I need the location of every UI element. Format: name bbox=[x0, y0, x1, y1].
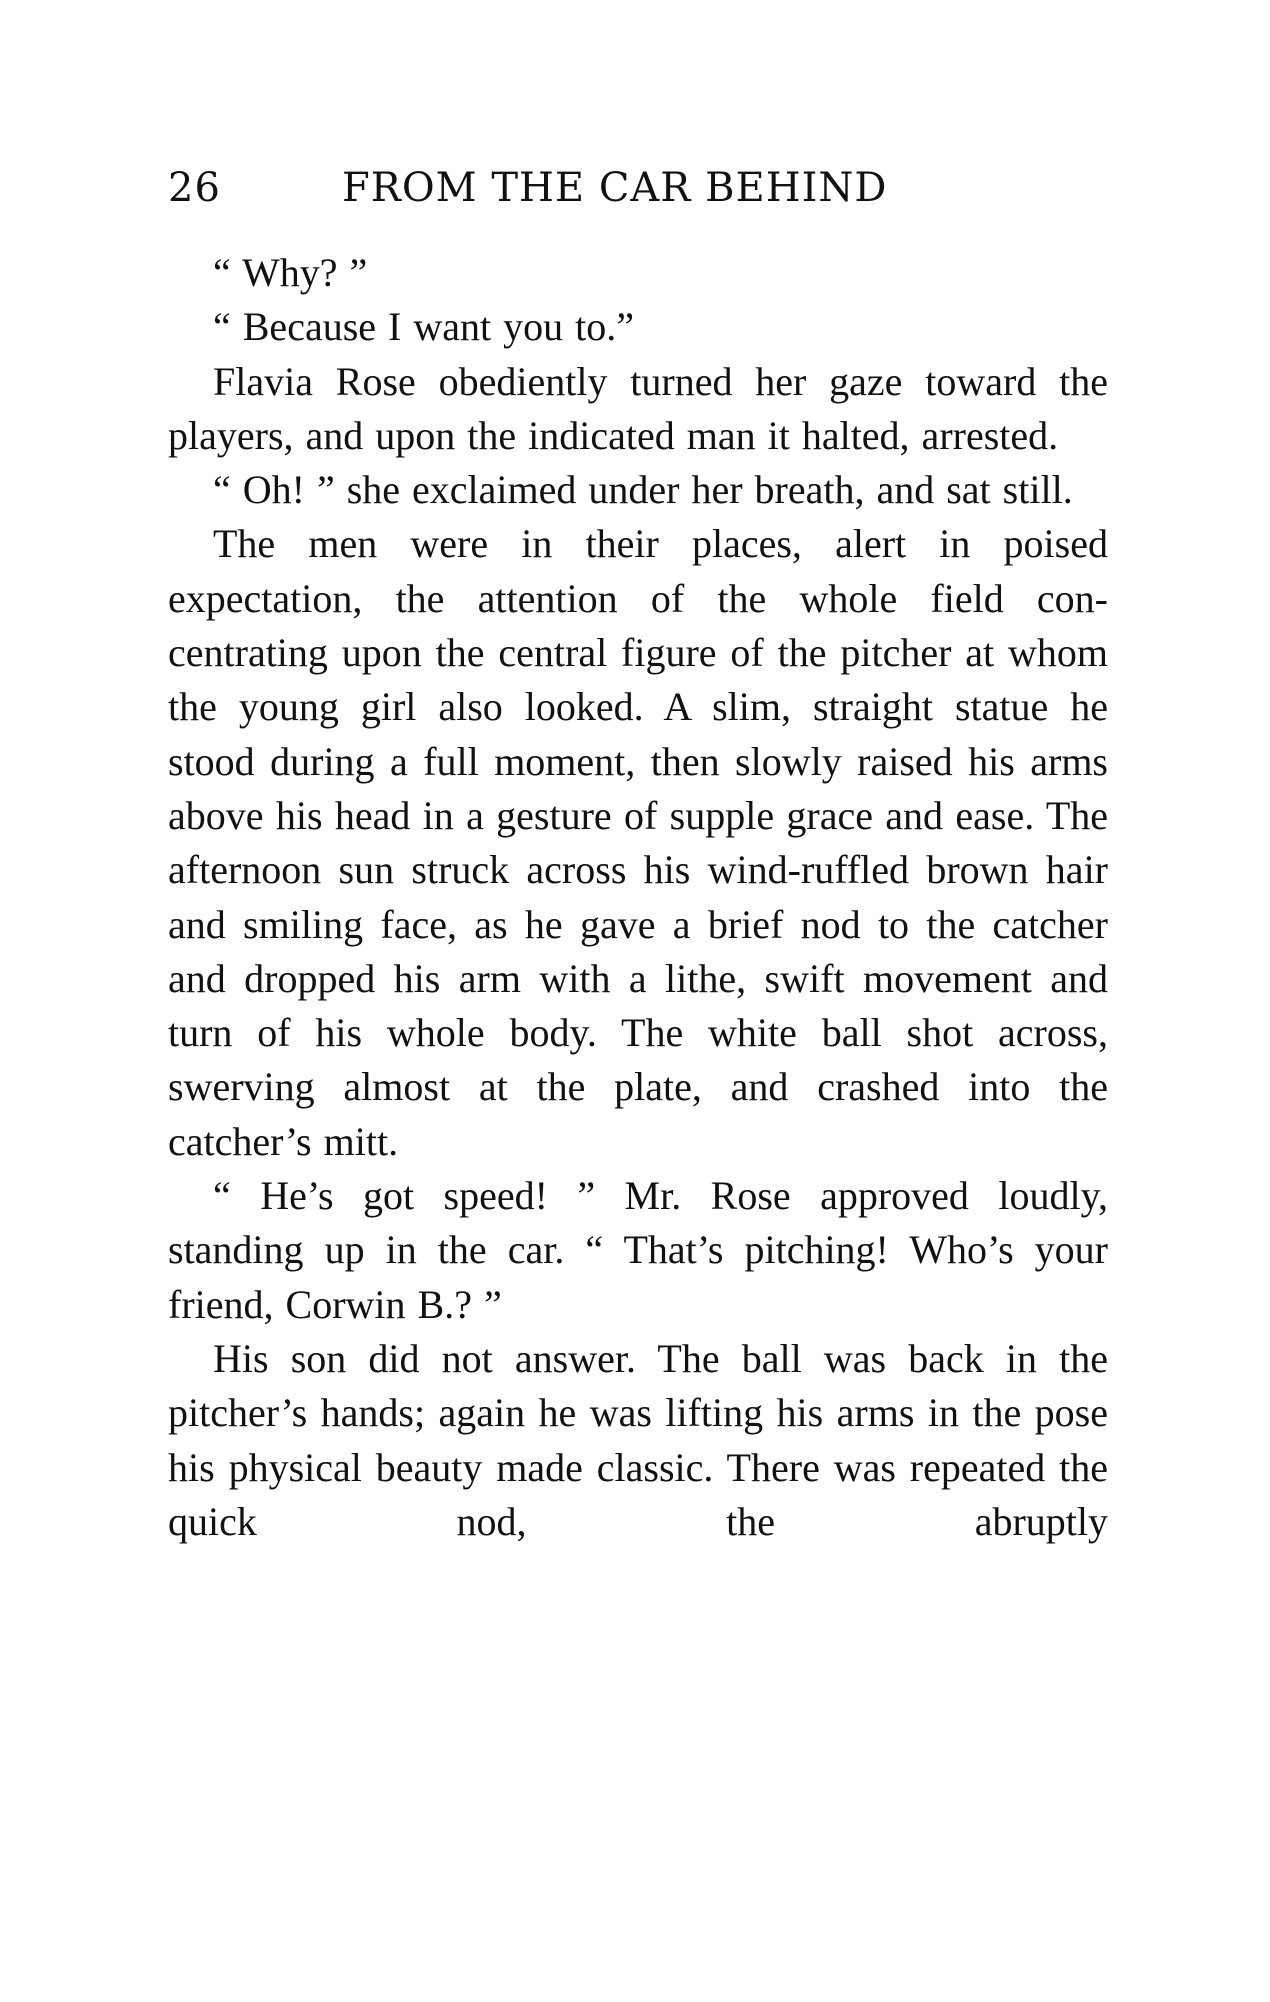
paragraph: “ Why? ” bbox=[213, 250, 368, 295]
paragraph: His son did not answer. The ball was back in the pitcher’s hands; again he was lifting his arms in the pose his physical beauty made classic. There was repeated the quick nod, the abruptly bbox=[168, 1335, 1108, 1544]
paragraph: “ Oh! ” she exclaimed under her breath, and sat still. bbox=[213, 467, 1073, 513]
paragraph: Flavia Rose obediently turned her gaze toward the players, and upon the indicated man it halted, arrested. bbox=[168, 358, 1108, 458]
page-header bbox=[168, 158, 1148, 218]
paragraph: “ Because I want you to.” bbox=[213, 304, 634, 350]
page-number: 26 bbox=[168, 165, 221, 211]
paragraph: The men were in their places, alert in poised expectation, the attention of the whole field con-centrating upon the central figure of the pitcher at whom the young girl also looked. A slim, straight statue he stood during a full moment, then slowly raised his arms above his head in a gesture of supple grace and ease. The afternoon sun struck across his wind-ruffled brown hair and smiling face, as he gave a brief nod to the catcher and dropped his arm with a lithe, swift movement and turn of his whole body. The white ball shot across, swerving almost at the plate, and crashed into the catcher’s mitt. bbox=[168, 521, 1108, 1164]
running-title: FROM THE CAR BEHIND bbox=[342, 165, 888, 211]
body-text bbox=[168, 246, 1108, 1549]
paragraph: “ He’s got speed! ” Mr. Rose approved loudly, standing up in the car. “ That’s pitching! Who’s your friend, Corwin B.? ” bbox=[168, 1173, 1108, 1327]
